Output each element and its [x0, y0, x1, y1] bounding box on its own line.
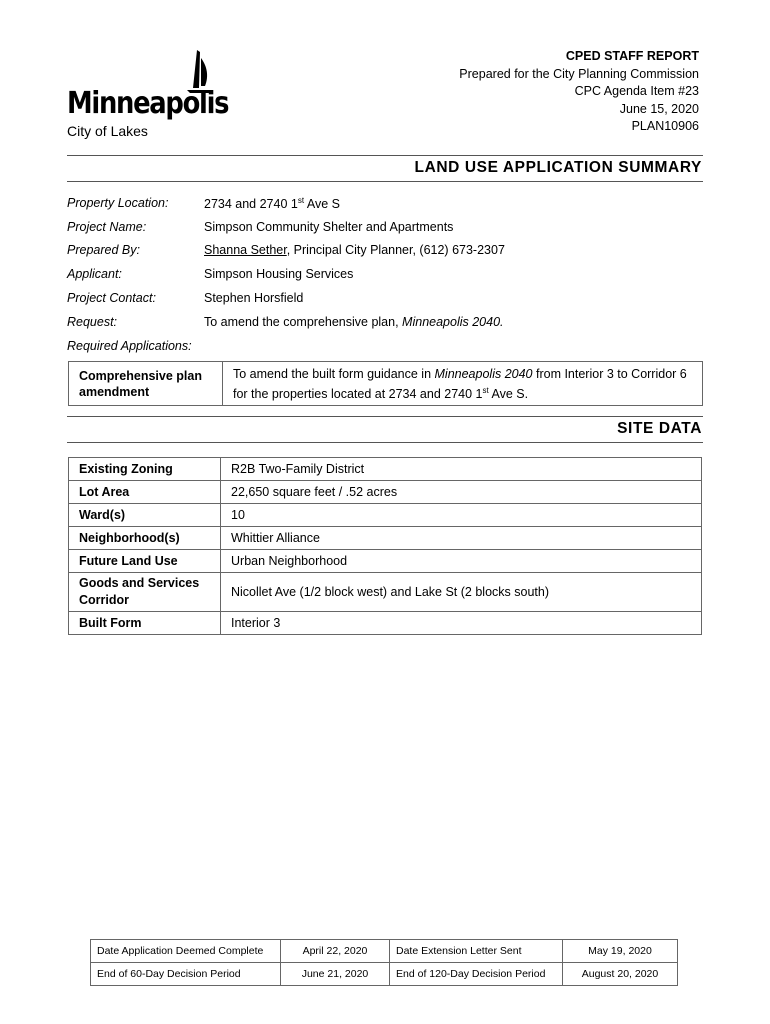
planner-email-link[interactable]: Shanna Sether: [204, 243, 287, 257]
prepared-by-label: Prepared By:: [67, 243, 140, 257]
site-value: Whittier Alliance: [221, 527, 702, 550]
date-value: August 20, 2020: [563, 963, 678, 986]
required-applications-label: Required Applications:: [67, 339, 192, 353]
site-data-heading: SITE DATA: [617, 420, 702, 437]
site-value: Nicollet Ave (1/2 block west) and Lake St (2 blocks south): [221, 573, 702, 612]
project-contact-label: Project Contact:: [67, 291, 156, 305]
table-row: [69, 612, 702, 635]
table-row: [69, 527, 702, 550]
table-row: [69, 458, 702, 481]
property-location-value: 2734 and 2740 1st Ave S: [204, 196, 340, 212]
site-label: Goods and Services Corridor: [69, 573, 221, 612]
request-label: Request:: [67, 315, 118, 329]
logo-tagline: City of Lakes: [67, 123, 148, 139]
table-row: [69, 481, 702, 504]
site-label: Lot Area: [69, 481, 221, 504]
date-value: April 22, 2020: [281, 940, 390, 963]
prepared-for: Prepared for the City Planning Commission: [459, 66, 699, 81]
request-value: To amend the comprehensive plan, Minneapolis 2040.: [204, 315, 504, 329]
project-name-label: Project Name:: [67, 220, 147, 234]
table-row: [69, 504, 702, 527]
property-location-label: Property Location:: [67, 196, 169, 210]
application-description: To amend the built form guidance in Minneapolis 2040 from Interior 3 to Corridor 6 for the properties located at 2734 and 2740 1st Ave S.: [223, 362, 703, 406]
table-row: [69, 550, 702, 573]
site-value: R2B Two-Family District: [221, 458, 702, 481]
site-data-divider-top: [67, 416, 703, 417]
applicant-label: Applicant:: [67, 267, 122, 281]
table-row: [69, 362, 703, 406]
header-divider: [67, 155, 703, 156]
application-type: Comprehensive plan amendment: [69, 362, 223, 406]
site-label: Built Form: [69, 612, 221, 635]
site-value: Urban Neighborhood: [221, 550, 702, 573]
date-value: June 21, 2020: [281, 963, 390, 986]
site-label: Existing Zoning: [69, 458, 221, 481]
date-label: End of 120-Day Decision Period: [390, 963, 563, 986]
site-value: 22,650 square feet / .52 acres: [221, 481, 702, 504]
applicant-value: Simpson Housing Services: [204, 267, 354, 281]
summary-heading: LAND USE APPLICATION SUMMARY: [414, 159, 702, 176]
plan-id: PLAN10906: [631, 119, 699, 133]
report-date: June 15, 2020: [619, 101, 699, 116]
table-row: [69, 573, 702, 612]
site-data-table: [68, 457, 702, 635]
summary-divider: [67, 181, 703, 182]
date-label: End of 60-Day Decision Period: [91, 963, 281, 986]
site-value: 10: [221, 504, 702, 527]
site-data-divider: [67, 442, 703, 443]
decision-dates-table: [90, 939, 678, 986]
report-header: [459, 48, 699, 136]
logo-wordmark: Minneapolis: [67, 86, 229, 121]
required-applications-table: [68, 361, 703, 406]
project-contact-value: Stephen Horsfield: [204, 291, 304, 305]
site-label: Future Land Use: [69, 550, 221, 573]
site-label: Ward(s): [69, 504, 221, 527]
table-row: [91, 963, 678, 986]
city-logo: [67, 48, 227, 144]
date-label: Date Application Deemed Complete: [91, 940, 281, 963]
site-value: Interior 3: [221, 612, 702, 635]
project-name-value: Simpson Community Shelter and Apartments: [204, 220, 454, 234]
report-title: CPED STAFF REPORT: [565, 49, 699, 63]
date-label: Date Extension Letter Sent: [390, 940, 563, 963]
date-value: May 19, 2020: [563, 940, 678, 963]
site-label: Neighborhood(s): [69, 527, 221, 550]
table-row: [91, 940, 678, 963]
prepared-by-value: Shanna Sether, Principal City Planner, (612) 673-2307: [204, 243, 505, 257]
agenda-item: CPC Agenda Item #23: [574, 84, 699, 98]
